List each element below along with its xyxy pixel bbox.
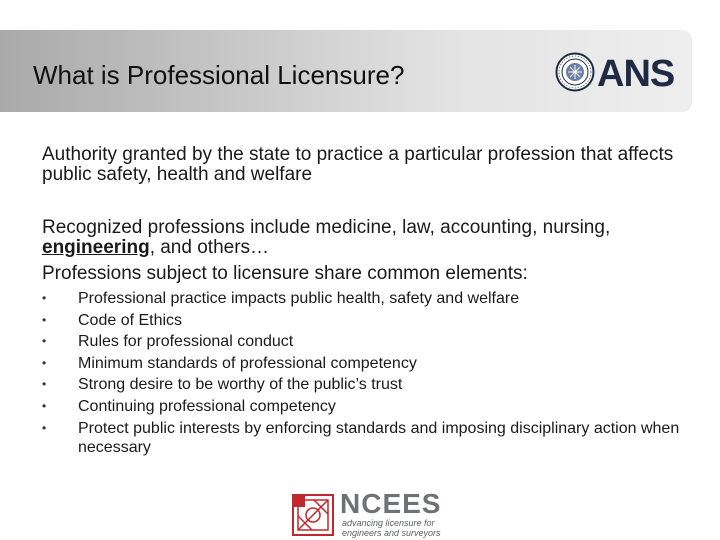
- bullet-icon: •: [42, 334, 47, 349]
- definition-paragraph: Authority granted by the state to practice a particular profession that affects public safety, health and welfare: [42, 144, 674, 185]
- list-item: [42, 332, 682, 351]
- slide-title: What is Professional Licensure?: [33, 60, 405, 90]
- ans-wordmark: ANS: [597, 53, 675, 95]
- list-item-text: Rules for professional conduct: [78, 333, 294, 351]
- list-item-text: Code of Ethics: [78, 311, 183, 329]
- list-item: [42, 397, 682, 416]
- bullet-icon: •: [42, 377, 47, 392]
- common-elements-list: [42, 289, 682, 459]
- p2-text-before: Recognized professions include medicine, law, accounting, nursing,: [42, 217, 611, 238]
- list-item-text: Minimum standards of professional competency: [78, 354, 417, 372]
- ncees-tagline-line-2: engineers and surveyors: [342, 528, 441, 538]
- engineering-emphasis: engineering: [42, 237, 150, 258]
- list-item: [42, 289, 682, 308]
- bullet-icon: •: [42, 312, 47, 327]
- ncees-wordmark: NCEES: [340, 488, 442, 519]
- list-item-text: Strong desire to be worthy of the public’s trust: [78, 376, 403, 394]
- list-item: [42, 354, 682, 373]
- bullet-icon: •: [42, 420, 47, 435]
- list-item: [42, 311, 682, 330]
- list-item: [42, 375, 682, 394]
- recognized-professions-paragraph: [42, 218, 692, 258]
- ans-logo: [555, 52, 675, 96]
- p2-text-after: , and others…: [149, 237, 270, 258]
- list-item-text: Protect public interests by enforcing standards and imposing disciplinary action when necessary: [78, 419, 680, 456]
- common-elements-intro: Professions subject to licensure share common elements:: [42, 263, 528, 284]
- list-item: [42, 419, 682, 457]
- ncees-tagline-line-1: advancing licensure for: [342, 518, 435, 528]
- ncees-logo: [292, 490, 442, 536]
- list-item-text: Continuing professional competency: [78, 397, 336, 415]
- bullet-icon: •: [42, 398, 47, 413]
- ncees-tagline: [342, 518, 442, 538]
- bullet-icon: •: [42, 355, 47, 370]
- ncees-mark-icon: [292, 494, 334, 536]
- bullet-icon: •: [42, 291, 47, 305]
- ans-seal-icon: [555, 52, 595, 92]
- list-item-text: Professional practice impacts public health, safety and welfare: [78, 290, 520, 307]
